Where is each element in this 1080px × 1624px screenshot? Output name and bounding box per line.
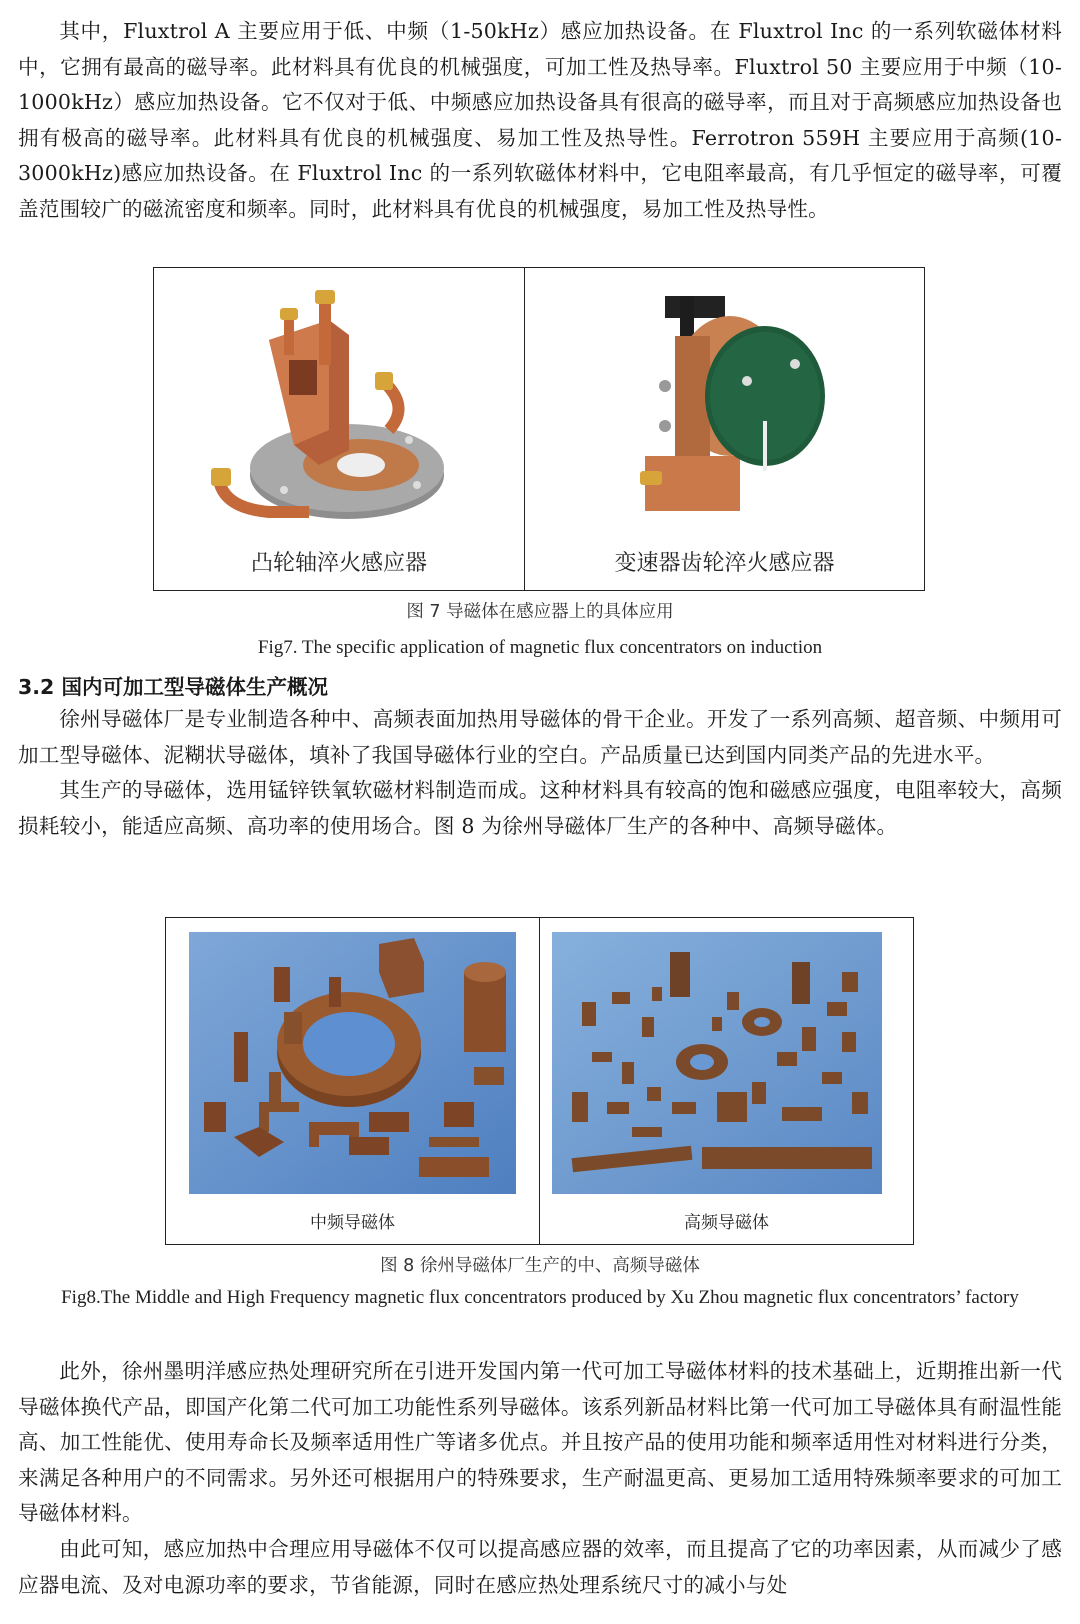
gear-inductor-photo — [635, 286, 835, 531]
figure-7-caption-cn: 图 7 导磁体在感应器上的具体应用 — [406, 602, 674, 622]
figure-8-frame — [165, 917, 914, 1245]
medium-frequency-concentrators-photo — [189, 932, 516, 1194]
figure-7-right-label: 变速器齿轮淬火感应器 — [614, 551, 835, 576]
figure-8-left-label: 中频导磁体 — [310, 1213, 395, 1233]
body-paragraph: 其生产的导磁体，选用锰锌铁氧软磁材料制造而成。这种材料具有较高的饱和磁感应强度，电阻率较大，高频损耗较小，能适应高频、高功率的使用场合。图 8 为徐州导磁体厂生产的各种中、高频导磁体。 — [18, 778, 1062, 838]
body-paragraph: 由此可知，感应加热中合理应用导磁体不仅可以提高感应器的效率，而且提高了它的功率因素，从而减少了感应器电流、及对电源功率的要求，节省能源，同时在感应热处理系统尺寸的减小与处 — [18, 1536, 1062, 1597]
body-paragraph: 此外，徐州墨明洋感应热处理研究所在引进开发国内第一代可加工导磁体材料的技术基础上，近期推出新一代导磁体换代产品，即国产化第二代可加工功能性系列导磁体。该系列新品材料比第一代可加工导磁体具有耐温性能高、加工性能优、使用寿命长及频率适用性广等诸多优点。并且按产品的使用功能和频率适用性对材料进行分类，来满足各种用户的不同需求。另外还可根据用户的特殊要求，生产耐温更高、更易加工适用特殊频率要求的可加工导磁体材料。 — [18, 1359, 1062, 1526]
figure-7-left-cell — [154, 268, 524, 590]
figure-7-caption-en: Fig7. The specific application of magnetic flux concentrators on induction — [257, 637, 823, 658]
camshaft-inductor-photo — [209, 290, 449, 535]
figure-8-caption-en: Fig8.The Middle and High Frequency magnetic flux concentrators produced by Xu Zhou magnetic flux concentrators’ factory — [61, 1287, 1019, 1308]
top-text-block — [18, 14, 1062, 228]
body-paragraph: 徐州导磁体厂是专业制造各种中、高频表面加热用导磁体的骨干企业。开发了一系列高频、超音频、中频用可加工型导磁体、泥糊状导磁体，填补了我国导磁体行业的空白。产品质量已达到国内同类产品的先进水平。 — [18, 707, 1062, 767]
figure-8-right-cell — [539, 918, 913, 1244]
figure-8-right-label: 高频导磁体 — [684, 1213, 769, 1233]
bottom-text-block — [18, 1354, 1062, 1603]
section-text-block — [18, 702, 1062, 844]
figure-7-frame — [153, 267, 925, 591]
figure-7-left-label: 凸轮轴淬火感应器 — [250, 551, 427, 576]
body-paragraph: 其中，Fluxtrol A 主要应用于低、中频（1-50kHz）感应加热设备。在 Fluxtrol Inc 的一系列软磁体材料中，它拥有最高的磁导率。此材料具有优良的机械强度，可加工性及热导率。Fluxtrol 50 主要应用于中频（10-1000kHz）感应加热设备。它不仅对于低、中频感应加热设备具有很高的磁导率，而且对于高频感应加热设备也拥有极高的磁导率。此材料具有优良的机械强度、易加工性及热导性。Ferrotron 559H 主要应用于高频(10-3000kHz)感应加热设备。在 Fluxtrol Inc 的一系列软磁体材料中，它电阻率最高，有几乎恒定的磁导率，可覆盖范围较广的磁流密度和频率。同时，此材料具有优良的机械强度，易加工性及热导性。 — [18, 19, 1062, 221]
section-heading: 3.2 国内可加工型导磁体生产概况 — [18, 675, 328, 699]
figure-7-right-cell — [524, 268, 924, 590]
figure-8-left-cell — [166, 918, 539, 1244]
high-frequency-concentrators-photo — [552, 932, 882, 1194]
figure-8-caption-cn: 图 8 徐州导磁体厂生产的中、高频导磁体 — [380, 1256, 700, 1276]
